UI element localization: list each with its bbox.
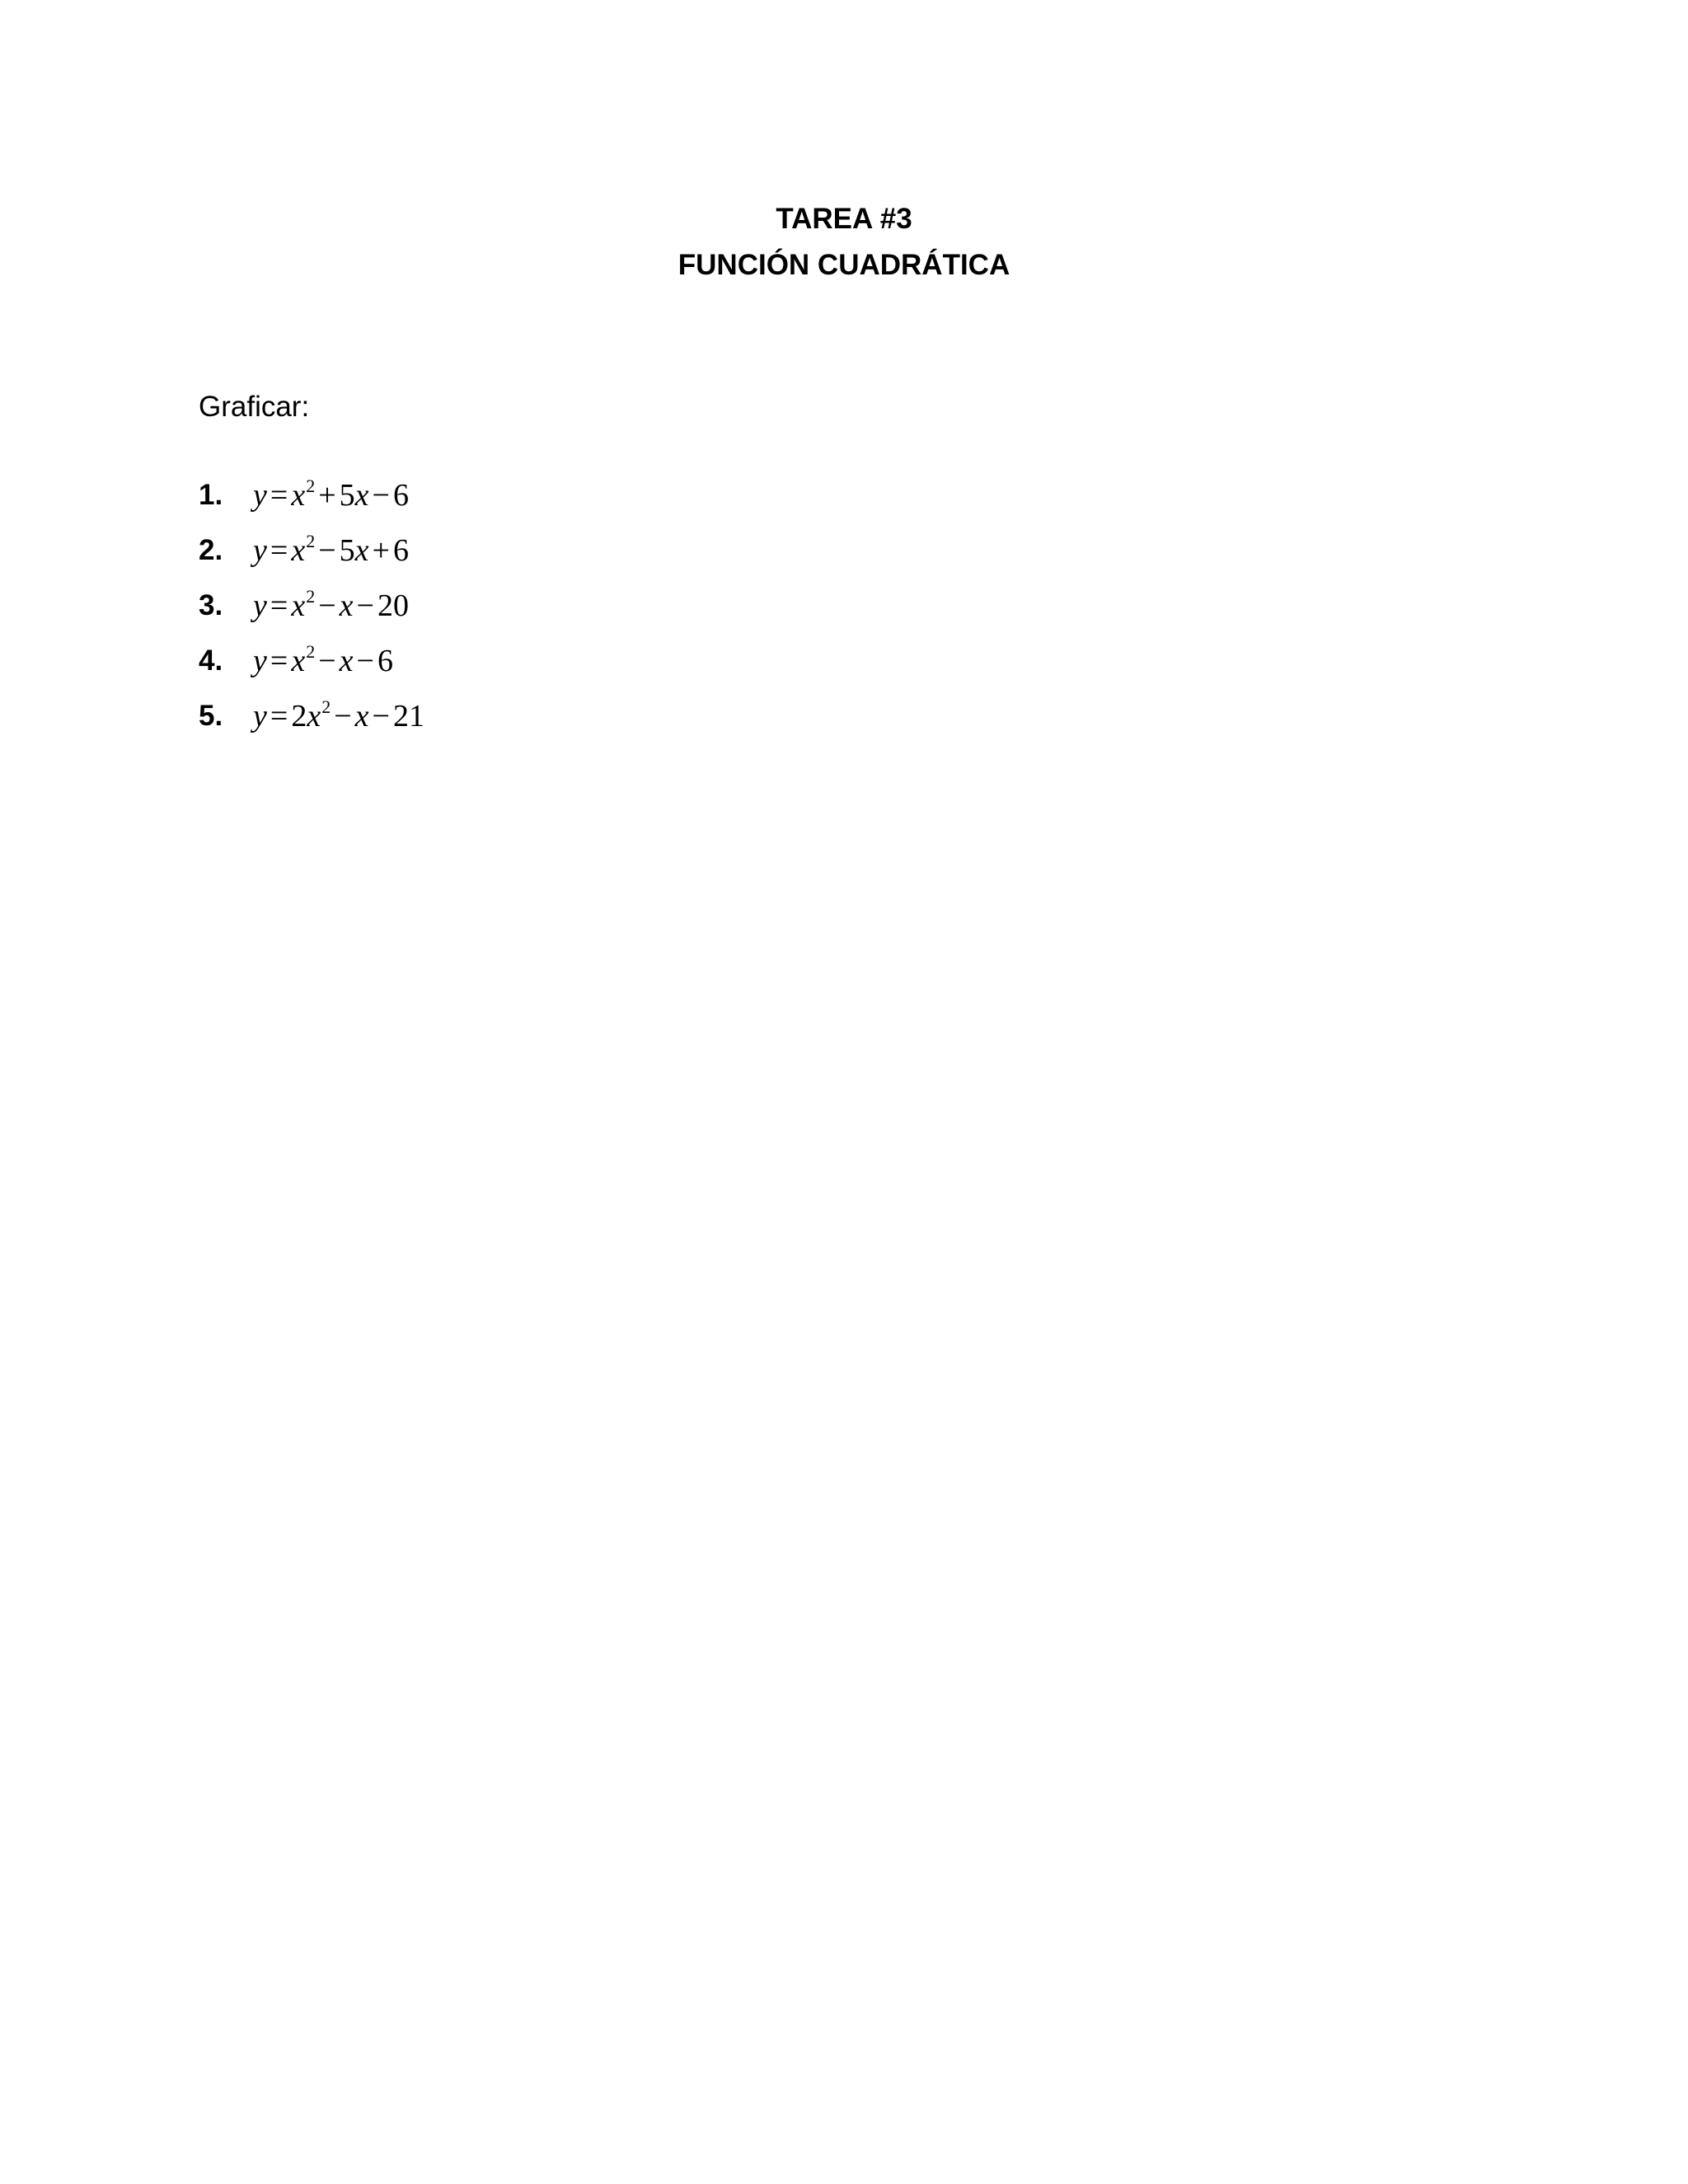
exercise-item bbox=[199, 641, 424, 699]
equation-term-op: − bbox=[318, 533, 336, 568]
equation-term-sup: 2 bbox=[306, 531, 316, 551]
equation-term-var: y bbox=[253, 478, 267, 513]
equation bbox=[253, 696, 424, 738]
equation-term-num: 6 bbox=[377, 644, 393, 678]
exercise-number: 4. bbox=[199, 644, 223, 677]
equation-term-var: x bbox=[291, 588, 306, 623]
equation-term-sup: 2 bbox=[306, 641, 316, 662]
equation-term-op: = bbox=[270, 588, 288, 623]
equation-term-var: y bbox=[253, 588, 267, 623]
equation-term-var: y bbox=[253, 533, 267, 568]
equation-term-num: 2 bbox=[291, 699, 307, 733]
equation-term-var: x bbox=[339, 588, 354, 623]
exercise-list bbox=[199, 478, 424, 754]
equation-term-op: − bbox=[372, 478, 390, 513]
document-subtitle: FUNCIÓN CUADRÁTICA bbox=[678, 249, 1010, 281]
equation bbox=[253, 588, 409, 627]
exercise-number: 5. bbox=[199, 700, 223, 732]
equation-term-sup: 2 bbox=[321, 696, 331, 717]
equation-term-op: − bbox=[318, 588, 336, 623]
equation-term-op: = bbox=[270, 644, 288, 678]
equation-term-var: x bbox=[291, 644, 306, 678]
equation bbox=[253, 641, 393, 682]
equation-term-op: − bbox=[356, 588, 374, 623]
equation-term-var: y bbox=[253, 644, 267, 678]
equation-term-op: = bbox=[270, 533, 288, 568]
equation-term-var: x bbox=[307, 699, 321, 733]
exercise-item bbox=[199, 696, 424, 754]
equation-term-sup: 2 bbox=[306, 586, 316, 607]
equation-term-num: 5 bbox=[339, 478, 355, 513]
equation-term-op: − bbox=[318, 644, 336, 678]
exercise-number: 3. bbox=[199, 589, 223, 621]
equation-term-var: x bbox=[339, 644, 354, 678]
equation-term-var: x bbox=[354, 699, 369, 733]
equation-term-num: 5 bbox=[339, 533, 355, 568]
exercise-number: 1. bbox=[199, 479, 223, 511]
equation-term-op: − bbox=[334, 699, 352, 733]
equation-term-op: − bbox=[372, 699, 390, 733]
equation-term-var: y bbox=[253, 699, 267, 733]
equation-term-op: = bbox=[270, 478, 288, 513]
equation-term-var: x bbox=[354, 533, 369, 568]
equation-term-num: 21 bbox=[392, 699, 424, 733]
equation-term-var: x bbox=[291, 533, 306, 568]
equation-term-num: 6 bbox=[392, 533, 409, 568]
equation-term-op: + bbox=[318, 478, 336, 513]
equation-term-op: + bbox=[372, 533, 390, 568]
equation-term-num: 20 bbox=[377, 588, 409, 623]
document-title: TAREA #3 bbox=[776, 203, 912, 235]
exercise-number: 2. bbox=[199, 534, 223, 566]
equation-term-op: − bbox=[356, 644, 374, 678]
equation-term-num: 6 bbox=[392, 478, 409, 513]
equation-term-var: x bbox=[354, 478, 369, 513]
equation-term-sup: 2 bbox=[306, 476, 316, 496]
equation bbox=[253, 478, 409, 517]
equation-term-op: = bbox=[270, 699, 288, 733]
instruction-text: Graficar: bbox=[199, 391, 310, 423]
equation-term-var: x bbox=[291, 478, 306, 513]
equation bbox=[253, 533, 409, 572]
